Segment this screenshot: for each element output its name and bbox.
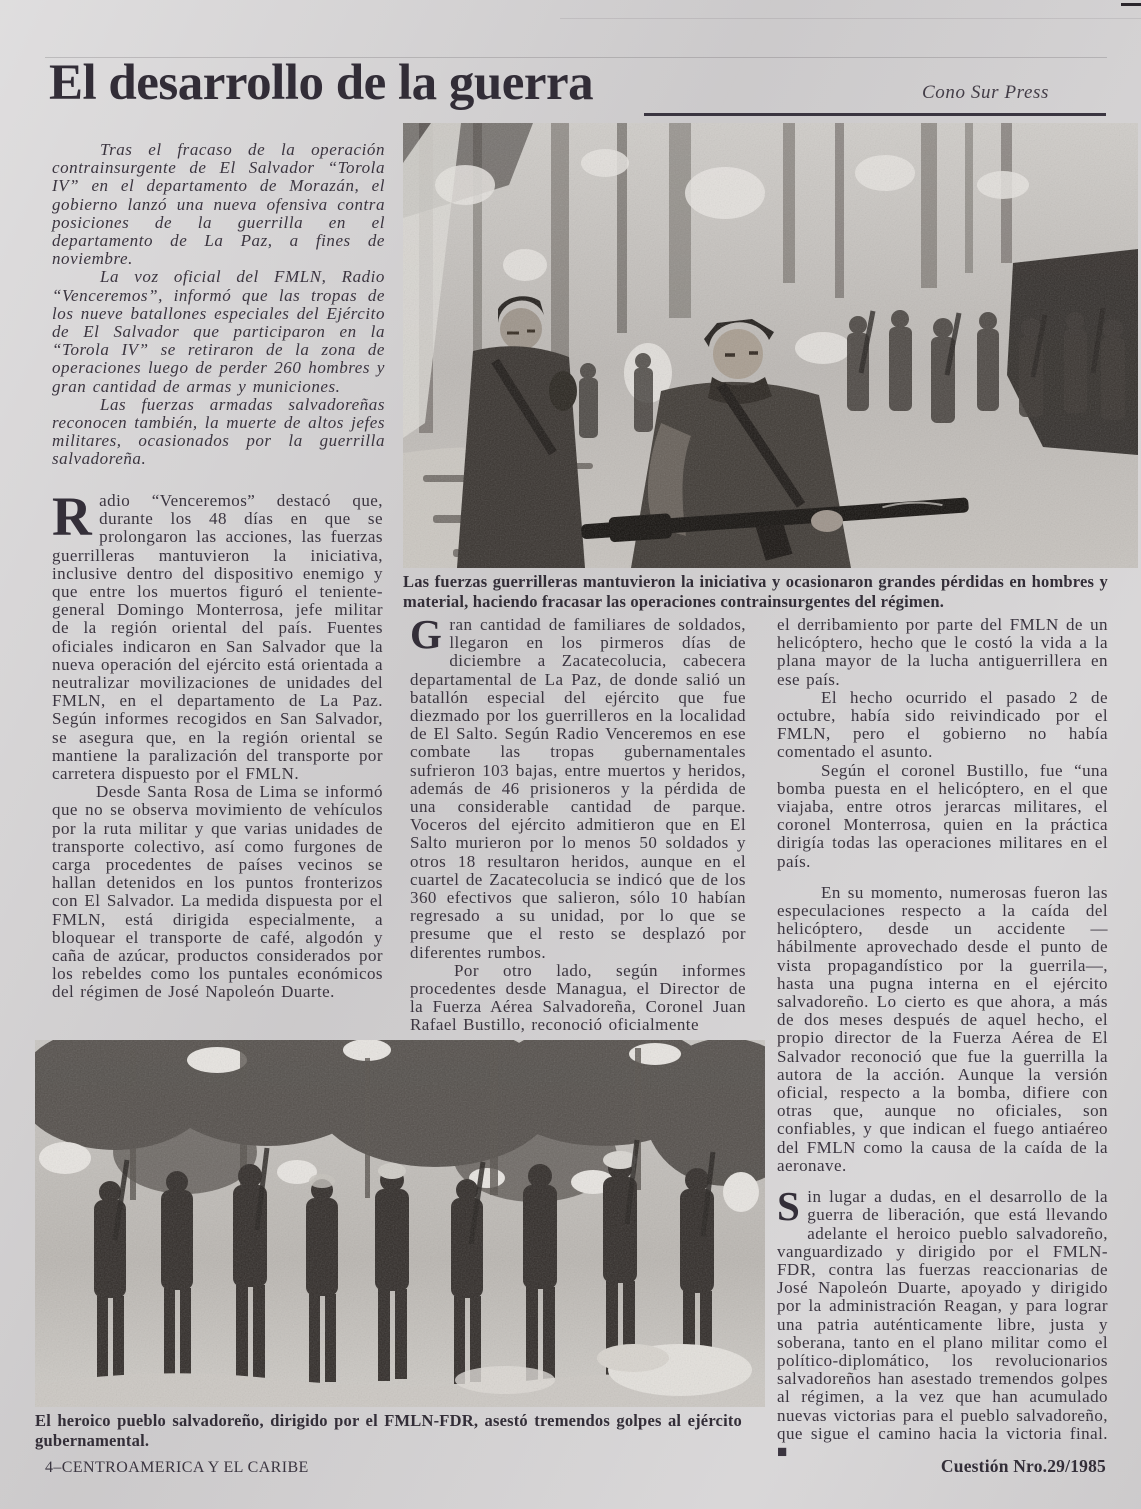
intro-paragraph: Las fuerzas armadas salvadoreñas reconocen también, la muerte de altos jefes militares, ocasionados por la guerrilla salvadoreña. [52,394,385,469]
body-paragraph: Por otro lado, según informes procedentes desde Managua, el Director de la Fuerza Aérea Salvadoreña, Coronel Juan Rafael Bustillo, reconoció oficialmente [410,960,746,1035]
press-credit: Cono Sur Press [922,82,1049,103]
dropcap-S: S [777,1183,801,1230]
body-paragraph: El hecho ocurrido el pasado 2 de octubre, había sido reivindicado por el FMLN, pero el gobierno no había comentado el asunto. [777,687,1108,762]
body-paragraph: Sin lugar a dudas, en el desarrollo de la guerra de liberación, que está llevando adelante el heroico pueblo salvadoreño, vanguardizado y dirigido por el FMLN-FDR, contra las fuerzas reaccionarias de José Napoleón Duarte, apoyado y dirigido por la administración Reagan, y para lograr una patria auténticamente libre, justa y soberana, tanto en el plano militar como el político-diplomático, los revolucionarios salvadoreños han asestado tremendos golpes al régimen, a la vez que han acumulado nuevas victorias para el pueblo salvadoreño, que sigue el camino hacia la victoria final. ■ [777,1183,1108,1461]
scan-edge-line [560,18,1141,19]
footer-issue-number: Cuestión Nro.29/1985 [940,1456,1106,1476]
footer-section-title: 4–CENTROAMERICA Y EL CARIBE [45,1459,309,1476]
photo-troops-formation [35,1040,765,1407]
body-paragraph: Radio “Venceremos” destacó que, durante los 48 días en que se prolongaron las acciones, las fuerzas guerrilleras mantuvieron la iniciativa, inclusive dentro del dispositivo enemigo y que entre los muertos figuró el teniente-general Domingo Monterrosa, jefe militar de la región oriental del país. Fuentes oficiales indicaron en San Salvador que la nueva operación del ejército está orientada a neutralizar movilizaciones de unidades del FMLN, en el departamento de La Paz. Según informes recogidos en San Salvador, se asegura que, en la región oriental se mantiene la paralización del transporte por carretera dispuesto por el FMLN. [52,492,383,784]
column-left [52,492,383,1032]
body-paragraph: Desde Santa Rosa de Lima se informó que no se observa movimiento de vehículos por la ruta militar y que varias unidades de transporte colectivo, así como furgones de carga procedentes de países vecinos se hallan detenidos en los puntos fronterizos con El Salvador. La medida dispuesta por el FMLN, está dirigida especialmente, a bloquear el transporte de café, algodón y caña de azúcar, productos considerados por los rebeldes como los puntales económicos del régimen de José Napoleón Duarte. [52,782,383,1002]
photo-top-image [403,123,1138,568]
body-paragraph: Gran cantidad de familiares de soldados, llegaron en los pirmeros días de diciembre a Zacatecolucia, cabecera departamental de La Paz, de donde salió un batallón especial del ejército que fue diezmado por los guerrilleros en la localidad de El Salto. Según Radio Venceremos en ese combate las tropas gubernamentales sufrieron 103 bajas, entre muertos y heridos, además de 46 prisioneros y la pérdida de una considerable cantidad de parque. Voceros del ejército admitieron que en El Salto murieron por lo menos 50 soldados y otros 18 resultaron heridos, aunque en el cuartel de Zacatecolucia se indicó que de los 360 efectivos que salieron, sólo 10 habían regresado a su unidad, por lo que se presume que el resto se desplazó por diferentes rumbos. [410,616,746,962]
intro-block [52,141,385,469]
title-underline [644,113,1106,116]
dropcap-G: G [410,616,443,657]
intro-paragraph: La voz oficial del FMLN, Radio “Venceremos”, informó que las tropas de los nueve batallones especiales del Ejército de El Salvador que participaron en la “Torola IV” se retiraron de la zona de operaciones luego de perder 260 hombres y gran cantidad de armas y municiones. [52,267,385,396]
page-title: El desarrollo de la guerra [49,55,594,111]
photo-bottom-caption: El heroico pueblo salvadoreño, dirigido por el FMLN-FDR, asestó tremendos golpes al ejército gubernamental. [35,1411,742,1450]
body-paragraph: el derribamiento por parte del FMLN de un helicóptero, hecho que le costó la vida a la plana mayor de la lucha antiguerrillera en ese país. [777,616,1108,689]
intro-paragraph: Tras el fracaso de la operación contrainsurgente de El Salvador “Torola IV” en el departamento de Morazán, el gobierno lanzó una nueva ofensiva contra posiciones de la guerrilla en el departamento de La Paz, a fines de noviembre. [52,140,385,269]
dropcap-R: R [52,492,93,547]
body-paragraph: Según el coronel Bustillo, fue “una bomba puesta en el helicóptero, en el que viajaba, entre otros jerarcas militares, el coronel Monterrosa, quien en la práctica dirigía todas las operaciones militares en el país. [777,760,1108,871]
column-right [777,616,1108,1462]
photo-bottom-image [35,1040,765,1407]
body-paragraph: En su momento, numerosas fueron las especulaciones respecto a la caída del helicóptero, desde un accidente —hábilmente aprovechado desde el punto de vista propagandístico por la guerrila—, hasta una pugna interna en el ejército salvadoreño. Lo cierto es que ahora, a más de dos meses después de aquel hecho, el propio director de la Fuerza Aérea de El Salvador reconoció que fue la guerrilla la autora de la acción. Aunque la versión oficial, respecto a la bomba, difiere con otras que, aunque no oficiales, son confiables, y que indican el fuego antiaéreo del FMLN como la causa de la caída de la aeronave. [777,882,1108,1175]
column-middle [410,616,746,1040]
corner-mark [1121,3,1141,6]
photo-top-caption: Las fuerzas guerrilleras mantuvieron la iniciativa y ocasionaron grandes pérdidas en hombres y material, haciendo fracasar las operaciones contrainsurgentes del régimen. [403,572,1108,611]
photo-guerrilla-column [403,123,1138,568]
